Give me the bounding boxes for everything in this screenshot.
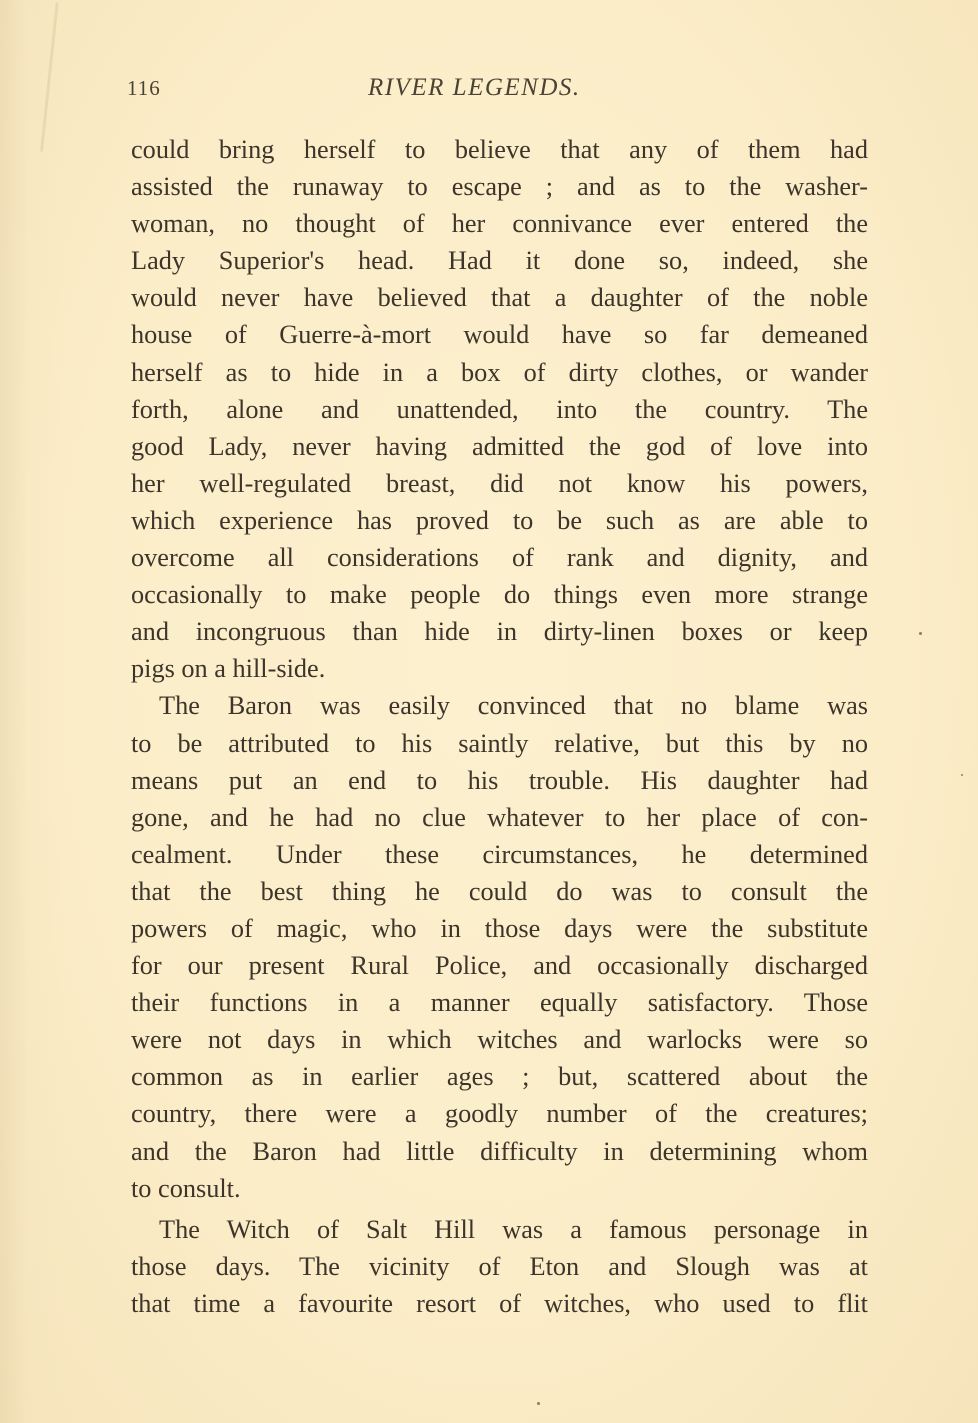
text-line: overcome all considerations of rank and dignity, and xyxy=(131,543,868,573)
text-line: and the Baron had little difficulty in determining whom xyxy=(131,1136,868,1166)
text-line: and incongruous than hide in dirty-linen boxes or keep xyxy=(131,617,868,647)
page-shadow xyxy=(0,0,70,1423)
scan-speck xyxy=(537,1402,540,1405)
scan-speck xyxy=(919,632,922,635)
text-line: herself as to hide in a box of dirty clothes, or wander xyxy=(131,357,868,387)
text-line: that time a favourite resort of witches, who used to flit xyxy=(131,1288,868,1318)
running-title: RIVER LEGENDS. xyxy=(368,74,581,101)
scan-speck xyxy=(961,774,963,776)
text-line: means put an end to his trouble. His daughter had xyxy=(131,765,868,795)
text-line: that the best thing he could do was to consult the xyxy=(131,876,868,906)
text-line: would never have believed that a daughter of the noble xyxy=(131,283,868,313)
text-line: Lady Superior's head. Had it done so, indeed, she xyxy=(131,246,868,276)
text-line: for our present Rural Police, and occasionally discharged xyxy=(131,951,868,981)
paragraph xyxy=(131,131,868,687)
text-line: their functions in a manner equally satisfactory. Those xyxy=(131,988,868,1018)
text-line: to be attributed to his saintly relative, but this by no xyxy=(131,728,868,758)
text-line: good Lady, never having admitted the god of love into xyxy=(131,431,868,461)
text-line: to consult. xyxy=(131,1173,241,1203)
text-line: cealment. Under these circumstances, he determined xyxy=(131,839,868,869)
paragraph xyxy=(131,687,868,1206)
text-line: The Baron was easily convinced that no blame was xyxy=(159,691,868,721)
page-number: 116 xyxy=(127,76,161,100)
text-line: country, there were a goodly number of the creatures; xyxy=(131,1099,868,1129)
text-line: were not days in which witches and warlocks were so xyxy=(131,1025,868,1055)
text-line: assisted the runaway to escape ; and as to the washer- xyxy=(131,172,868,202)
text-line: those days. The vicinity of Eton and Slough was at xyxy=(131,1251,868,1281)
text-line: house of Guerre-à-mort would have so far demeaned xyxy=(131,320,868,350)
text-line: her well-regulated breast, did not know his powers, xyxy=(131,468,868,498)
running-head xyxy=(0,74,978,104)
text-line: which experience has proved to be such as are able to xyxy=(131,505,868,535)
body-text xyxy=(131,131,868,1322)
text-line: could bring herself to believe that any of them had xyxy=(131,135,868,164)
paragraph xyxy=(131,1211,868,1322)
text-line: gone, and he had no clue whatever to her place of con- xyxy=(131,802,868,832)
text-line: forth, alone and unattended, into the country. The xyxy=(131,394,868,424)
text-line: occasionally to make people do things even more strange xyxy=(131,580,868,610)
text-line: The Witch of Salt Hill was a famous personage in xyxy=(159,1214,868,1244)
text-line: woman, no thought of her connivance ever entered the xyxy=(131,209,868,239)
text-line: common as in earlier ages ; but, scattered about the xyxy=(131,1062,868,1092)
text-line: pigs on a hill-side. xyxy=(131,654,326,684)
text-line: powers of magic, who in those days were the substitute xyxy=(131,913,868,943)
